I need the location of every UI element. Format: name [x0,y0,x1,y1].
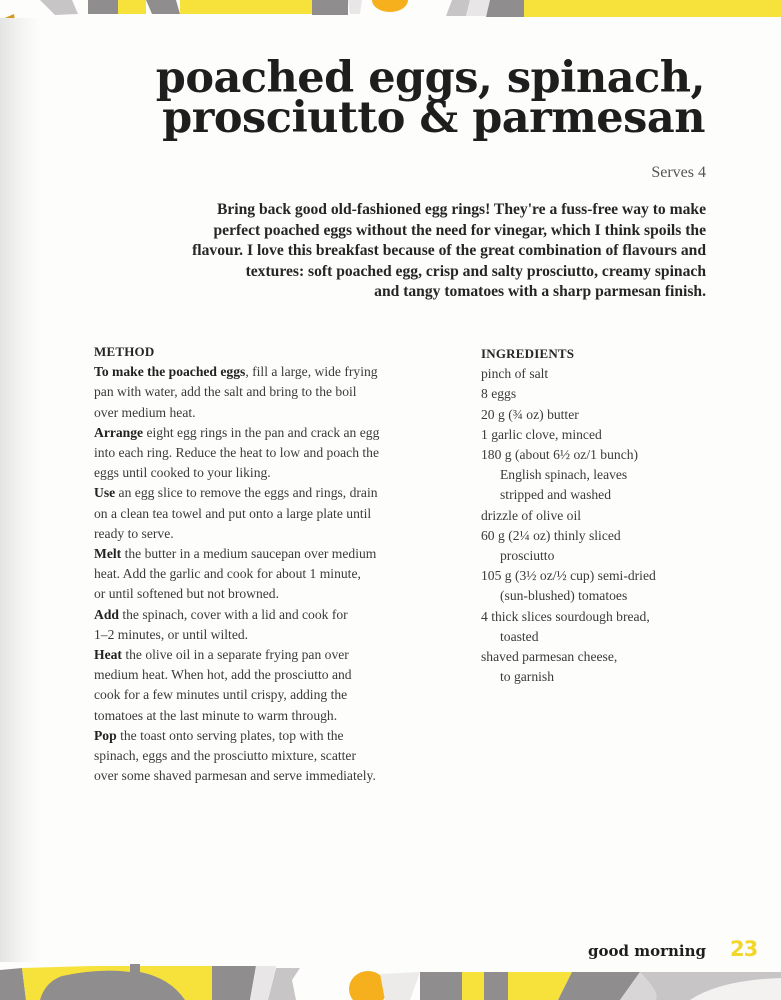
step-keyword: Use [94,485,116,501]
ingredient-text: 20 g (¾ oz) butter [481,406,579,422]
method-step [94,605,454,645]
step-text: eight egg rings in the pan and crack an egg [143,424,380,440]
ingredient-text: drizzle of olive oil [481,507,582,523]
step-text: eggs until cooked to your liking. [94,465,271,481]
ingredient-text: stripped and washed [500,487,611,503]
step-text: on a clean tea towel and put onto a large plate until [94,505,372,521]
recipe-title-line-1: poached eggs, spinach, [155,53,705,103]
step-text: the toast onto serving plates, top with the [116,727,344,743]
ingredient-item [481,647,721,687]
step-text: cook for a few minutes until crispy, adding the [94,687,348,703]
step-text: over some shaved parmesan and serve immediately. [94,768,376,784]
step-text: or until softened but not browned. [94,586,279,602]
step-text: pan with water, add the salt and bring to the boil [94,384,357,400]
step-text: into each ring. Reduce the heat to low and poach the [94,445,379,461]
intro-line: perfect poached eggs without the need for vinegar, which I think spoils the [213,221,706,239]
pattern-graphic [0,0,781,18]
method-step [94,544,454,605]
ingredient-item [481,607,721,647]
method-step [94,645,454,726]
method-heading: METHOD [94,344,155,359]
ingredient-text: 105 g (3½ oz/½ cup) semi-dried [481,568,656,584]
ingredient-text: (sun-blushed) tomatoes [500,588,628,604]
step-keyword: To make the poached eggs [94,364,246,380]
step-text: , fill a large, wide frying [245,364,378,380]
step-text: the butter in a medium saucepan over medium [121,546,377,562]
step-keyword: Arrange [94,424,144,440]
ingredient-text: to garnish [500,669,554,685]
ingredient-item [481,425,721,445]
step-keyword: Add [94,606,119,622]
intro-line: textures: soft poached egg, crisp and salty prosciutto, creamy spinach [245,262,706,280]
step-keyword: Heat [94,647,122,663]
pattern-graphic [0,962,781,1000]
ingredient-text: shaved parmesan cheese, [481,649,618,665]
method-step [94,483,454,544]
book-gutter-shadow [0,0,40,1000]
method-section [94,342,454,786]
ingredient-item [481,526,721,566]
ingredient-item [481,384,721,404]
recipe-title [155,53,705,143]
step-text: the olive oil in a separate frying pan over [121,647,349,663]
bottom-decorative-band [0,962,781,1000]
ingredient-text: pinch of salt [481,366,549,382]
step-keyword: Melt [94,546,122,562]
page-number: 23 [730,937,758,961]
ingredient-text: 180 g (about 6½ oz/1 bunch) [481,447,639,463]
step-text: 1–2 minutes, or until wilted. [94,626,249,642]
ingredient-text: 4 thick slices sourdough bread, [481,608,650,624]
ingredient-item [481,364,721,384]
method-step [94,423,454,484]
ingredient-text: 8 eggs [481,386,517,402]
step-keyword: Pop [94,727,117,743]
ingredient-text: prosciutto [500,548,555,564]
ingredient-text: English spinach, leaves [500,467,628,483]
recipe-intro [86,200,706,303]
serves-count: Serves 4 [651,164,706,181]
ingredient-item [481,506,721,526]
intro-line: and tangy tomatoes with a sharp parmesan finish. [374,283,706,300]
ingredients-heading: INGREDIENTS [481,346,575,361]
section-footer-label: good morning [588,942,706,960]
top-decorative-band [0,0,781,18]
step-text: an egg slice to remove the eggs and rings, drain [115,485,378,501]
ingredient-item [481,405,721,425]
ingredient-item [481,445,721,506]
intro-line: Bring back good old-fashioned egg rings! They're a fuss-free way to make [216,201,706,218]
recipe-title-line-2: prosciutto & parmesan [162,93,705,143]
step-text: heat. Add the garlic and cook for about 1 minute, [94,566,361,582]
intro-line: flavour. I love this breakfast because of the great combination of flavours and [192,242,706,259]
step-text: the spinach, cover with a lid and cook for [118,606,348,622]
method-step [94,726,454,787]
ingredient-text: 1 garlic clove, minced [481,426,602,442]
step-text: over medium heat. [94,404,196,420]
step-text: ready to serve. [94,525,174,541]
ingredient-item [481,566,721,606]
method-step [94,362,454,423]
ingredient-text: 60 g (2¼ oz) thinly sliced [481,527,621,543]
ingredients-section [481,344,721,687]
step-text: tomatoes at the last minute to warm through. [94,707,338,723]
step-text: medium heat. When hot, add the prosciutto and [94,667,352,683]
step-text: spinach, eggs and the prosciutto mixture, scatter [94,748,356,764]
ingredient-text: toasted [500,628,539,644]
